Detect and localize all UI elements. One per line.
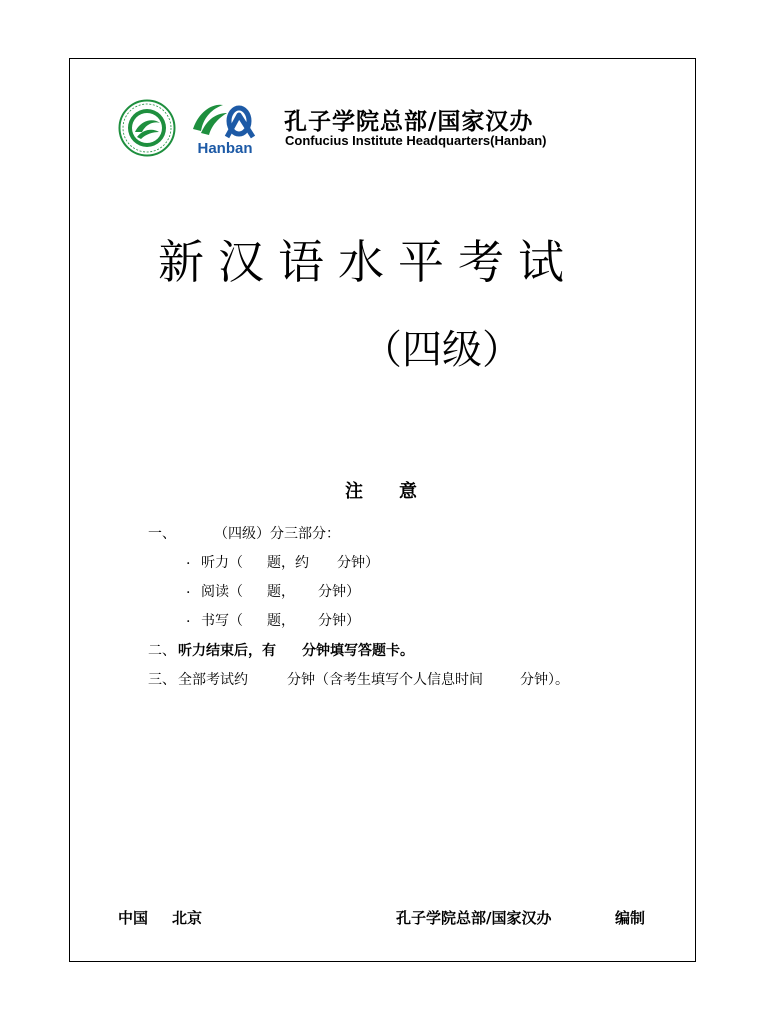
part-2-dot: . [186, 581, 191, 597]
footer-country: 中国 [118, 909, 149, 927]
item-2-text-b: 分钟填写答题卡。 [302, 643, 414, 659]
item-3-text-c: 分钟）。 [520, 672, 569, 688]
item-2-number: 二、 [148, 643, 176, 659]
notice-heading-char-1: 注 [345, 481, 363, 502]
hanban-logo [187, 99, 263, 157]
part-2-name: 阅读（ [201, 584, 243, 600]
hanban-logo-text: Hanban [197, 140, 253, 157]
footer-publisher: 孔子学院总部/国家汉办 [396, 909, 552, 927]
item-3-text-b: 分钟（含考生填写个人信息时间 [287, 672, 483, 688]
exam-level: （四级） [362, 327, 522, 373]
footer-city: 北京 [172, 909, 203, 927]
item-1-number: 一、 [148, 526, 176, 542]
notice-heading [345, 477, 417, 503]
item-3-number: 三、 [148, 672, 176, 688]
part-1-questions: 题，约 [267, 555, 309, 571]
exam-title: 新汉语水平考试 [158, 235, 578, 289]
part-3-questions: 题， [267, 613, 295, 629]
item-1-text: （四级）分三部分： [214, 526, 340, 542]
item-3-text-a: 全部考试约 [178, 672, 248, 688]
item-2-text-a: 听力结束后，有 [178, 643, 276, 659]
confucius-institute-seal [118, 99, 176, 157]
part-3-minutes: 分钟） [318, 613, 360, 629]
part-2-questions: 题， [267, 584, 295, 600]
footer-edited: 编制 [615, 909, 646, 927]
notice-heading-char-2: 意 [399, 481, 417, 502]
part-1-dot: . [186, 552, 191, 568]
part-2-minutes: 分钟） [318, 584, 360, 600]
page-border [69, 58, 696, 962]
org-name-english: Confucius Institute Headquarters(Hanban) [285, 133, 547, 148]
part-3-name: 书写（ [201, 613, 243, 629]
part-1-name: 听力（ [201, 555, 243, 571]
part-3-dot: . [186, 610, 191, 626]
part-1-minutes: 分钟） [337, 555, 379, 571]
org-name-chinese: 孔子学院总部/国家汉办 [284, 109, 534, 135]
